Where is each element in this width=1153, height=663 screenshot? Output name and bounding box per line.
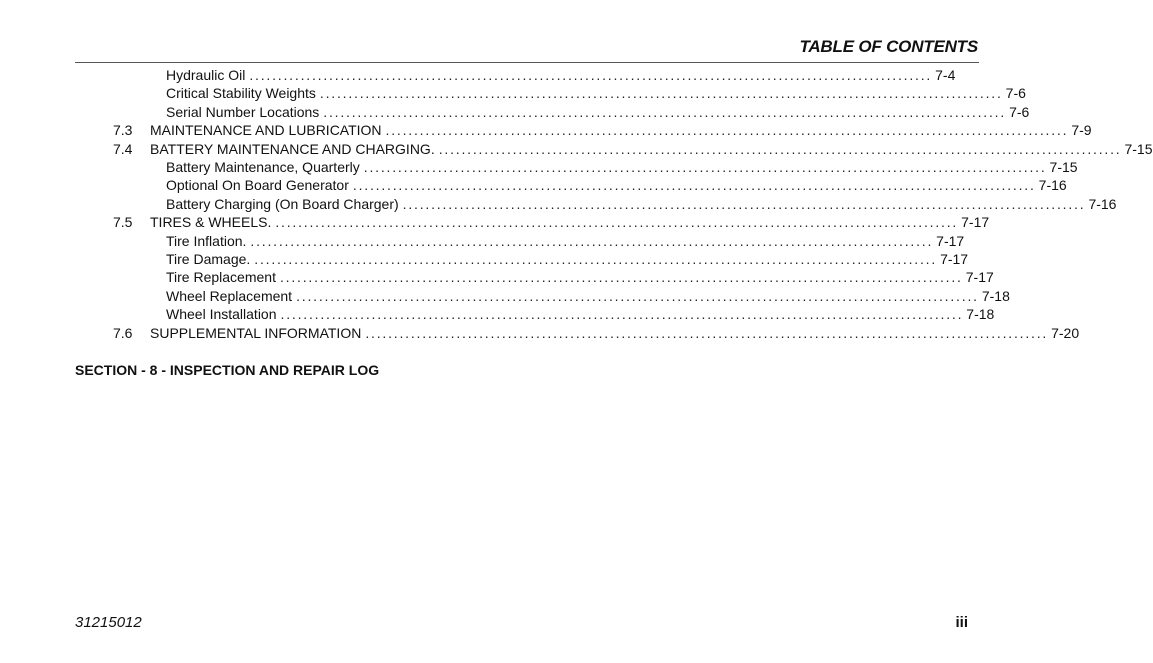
toc-row[interactable] [0, 250, 1024, 268]
toc-page-number: 7-17 [961, 214, 990, 231]
toc-dot-leader: ........................................................................................................................ [402, 195, 1086, 212]
toc-page-number: 7-17 [936, 232, 965, 249]
toc-row[interactable] [0, 158, 1078, 176]
toc-row[interactable] [0, 268, 1024, 286]
toc-row[interactable] [0, 140, 1153, 158]
toc-entry-label: TIRES & WHEELS. [150, 214, 272, 231]
toc-entry[interactable] [166, 287, 1010, 305]
toc-entry[interactable] [166, 103, 1030, 121]
toc-entry[interactable] [150, 121, 1092, 139]
toc-dot-leader: ........................................................................................................................ [280, 306, 964, 323]
toc-row[interactable] [0, 305, 1024, 323]
toc-dot-leader: ........................................................................................................................ [365, 324, 1049, 341]
toc-entry-label: Tire Replacement [166, 269, 276, 286]
toc-entry-label: Battery Maintenance, Quarterly [166, 159, 360, 175]
toc-entry-label: SUPPLEMENTAL INFORMATION [150, 324, 362, 341]
toc-dot-leader: ........................................................................................................................ [249, 67, 933, 83]
toc-entry[interactable] [150, 213, 990, 231]
toc-entry[interactable] [166, 268, 994, 286]
toc-entry[interactable] [166, 158, 1078, 176]
toc-page-number: 7-17 [940, 251, 969, 267]
toc-entry-label: Battery Charging (On Board Charger) [166, 195, 399, 212]
toc-row[interactable] [0, 213, 1024, 231]
toc-page-number: 7-20 [1051, 324, 1080, 341]
toc-row[interactable] [0, 84, 1024, 102]
toc-dot-leader: ........................................................................................................................ [250, 232, 934, 249]
toc-row[interactable] [0, 103, 1030, 121]
header-divider [75, 62, 979, 63]
toc-entry[interactable] [166, 250, 969, 268]
toc-page-number: 7-18 [966, 306, 995, 323]
toc-entry-label: Wheel Installation [166, 306, 277, 323]
toc-dot-leader: ........................................................................................................................ [323, 103, 1007, 120]
toc-page-number: 7-4 [935, 67, 956, 83]
toc-dot-leader: ........................................................................................................................ [363, 159, 1047, 175]
toc-dot-leader: ........................................................................................................................ [352, 177, 1036, 194]
toc-dot-leader: ........................................................................................................................ [438, 140, 1122, 157]
toc-entry-label: Optional On Board Generator [166, 177, 349, 194]
toc-entry-label: Serial Number Locations [166, 103, 320, 120]
footer-page-number: iii [955, 614, 968, 631]
toc-page-number: 7-18 [981, 287, 1010, 304]
toc-row[interactable] [0, 287, 1024, 305]
toc-page-number: 7-17 [965, 269, 994, 286]
page-header-title: TABLE OF CONTENTS [799, 37, 978, 56]
toc-row[interactable] [0, 324, 1080, 342]
toc-page-number: 7-9 [1071, 122, 1092, 139]
toc-dot-leader: ........................................................................................................................ [279, 269, 963, 286]
toc-entry[interactable] [166, 176, 1067, 194]
toc-entry[interactable] [166, 84, 1026, 102]
section-heading[interactable]: SECTION - 8 - INSPECTION AND REPAIR LOG [75, 362, 380, 378]
toc-section-number: 7.3 [113, 122, 133, 139]
toc-dot-leader: ........................................................................................................................ [385, 122, 1069, 139]
toc-entry[interactable] [166, 66, 956, 84]
toc-row[interactable] [0, 176, 1067, 194]
toc-section-number: 7.6 [113, 324, 133, 341]
footer-document-number: 31215012 [75, 614, 142, 631]
toc-entry[interactable] [150, 324, 1080, 342]
toc-dot-leader: ........................................................................................................................ [275, 214, 959, 231]
toc-page-number: 7-6 [1009, 103, 1030, 120]
toc-page-number: 7-16 [1038, 177, 1067, 194]
toc-entry[interactable] [150, 140, 1153, 158]
toc-section-number: 7.4 [113, 140, 133, 157]
toc-entry[interactable] [166, 232, 965, 250]
toc-page-number: 7-15 [1049, 159, 1078, 175]
toc-row[interactable] [0, 195, 1117, 213]
toc-entry[interactable] [166, 305, 995, 323]
toc-dot-leader: ........................................................................................................................ [319, 85, 1003, 102]
toc-page-number: 7-6 [1005, 85, 1026, 102]
toc-row[interactable] [0, 121, 1092, 139]
toc-dot-leader: ........................................................................................................................ [296, 287, 979, 304]
toc-page-number: 7-16 [1088, 195, 1117, 212]
toc-entry-label: Critical Stability Weights [166, 85, 316, 102]
toc-entry-label: MAINTENANCE AND LUBRICATION [150, 122, 382, 139]
toc-entry-label: BATTERY MAINTENANCE AND CHARGING. [150, 140, 435, 157]
toc-section-number: 7.5 [113, 214, 133, 231]
toc-dot-leader: ........................................................................................................................ [254, 251, 938, 267]
toc-entry-label: Tire Damage. [166, 251, 251, 267]
toc-entry-label: Tire Inflation. [166, 232, 247, 249]
toc-row[interactable] [0, 232, 1024, 250]
toc-page-number: 7-15 [1124, 140, 1153, 157]
toc-entry[interactable] [166, 195, 1117, 213]
toc-entry-label: Hydraulic Oil [166, 67, 246, 83]
toc-entry-label: Wheel Replacement [166, 287, 293, 304]
toc-row[interactable] [0, 66, 1024, 84]
